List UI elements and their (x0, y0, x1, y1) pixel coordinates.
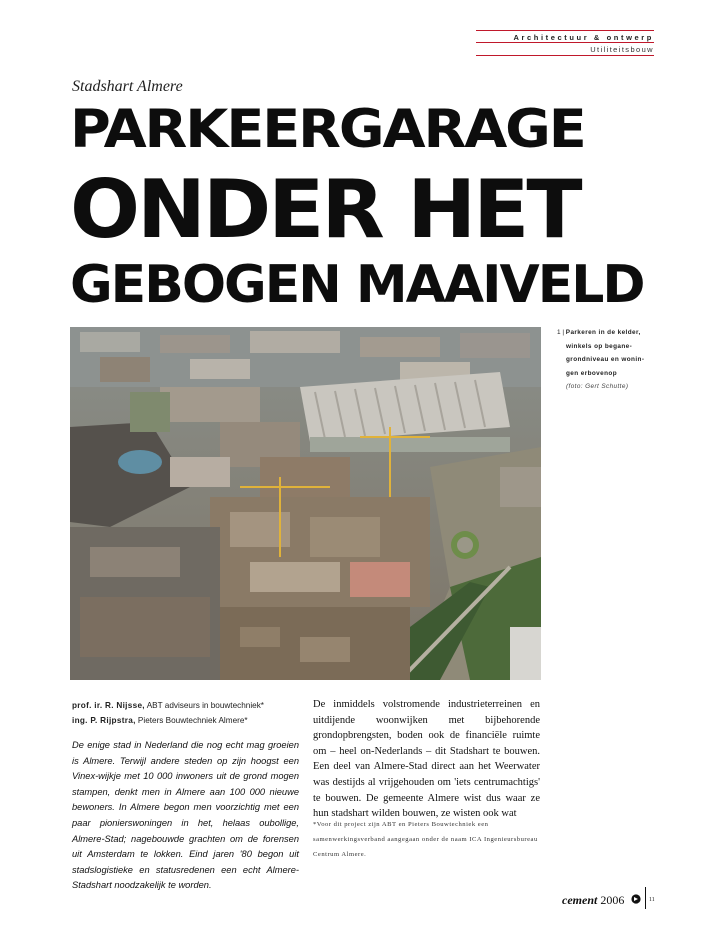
title-line-3: GEBOGEN MAAIVELD (70, 255, 644, 315)
page-number-rule (645, 887, 646, 909)
header-rule-bottom (476, 55, 654, 56)
footnote: *Voor dit project zijn ABT en Pieters Bouwtechniek een samenwerkingsverband aangegaan onder de naam ICA Ingenieursbureau Centrum Almere. (313, 821, 538, 858)
caption-separator: | (562, 329, 565, 336)
brand-year: 2006 (600, 893, 625, 907)
caption-line-3: grondniveau en wonin- (566, 356, 645, 364)
author-block (72, 698, 302, 728)
caption-number: 1 (557, 329, 561, 336)
author-1 (72, 698, 302, 713)
caption-line-4: gen erbovenop (566, 369, 618, 377)
page-number: 11 (649, 897, 655, 903)
caption-line-1: Parkeren in de kelder, (565, 329, 641, 336)
cement-logo-icon (631, 894, 641, 904)
author-2-affiliation: Pieters Bouwtechniek Almere* (135, 716, 248, 725)
kicker: Stadshart Almere (72, 78, 183, 95)
magazine-brand (562, 893, 624, 908)
header-rule-top (476, 30, 654, 31)
author-1-name: prof. ir. R. Nijsse, (72, 701, 145, 710)
caption-line-2: winkels op begane- (566, 342, 633, 350)
section-label: Architectuur & ontwerp (513, 33, 654, 42)
photo-caption (557, 326, 667, 394)
body-paragraph: De inmiddels volstromende industrieterreinen en uitdijende woonwijken met bijbehorende grondopbrengsten, boden ook de financiële ruimte om – heel on-Nederlands – dit Stadshart te bouwen. Een deel van Almere-Stad direct aan het Weerwater was destijds al vrijgehouden om 'iets centrumachtigs' te bouwen. De gemeente Almere wist dus waar ze hun stadshart wilden bouwen, ze wisten ook wat (313, 699, 540, 820)
title-line-2: ONDER HET (70, 163, 580, 256)
title-line-1: PARKEERGARAGE (70, 99, 585, 160)
aerial-city-photo (70, 327, 541, 680)
subsection-label: Utiliteitsbouw (590, 45, 654, 54)
header-rule-middle (476, 42, 654, 43)
photo-credit: (foto: Gert Schutte) (566, 383, 629, 391)
brand-name: cement (562, 893, 598, 907)
intro-paragraph: De enige stad in Nederland die nog echt mag groeien is Almere. Terwijl andere steden op zijn hoogst een Vinex-wijkje met 10 000 inwoners uit de grond mogen stampen, denkt men in Almere aan 100 000 nieuwe bewoners. In Almere begon men voorzichtig met een paar pionierswoningen in het, helaas oubollige, Almere-Stad; nagebouwde grachten om de forensen uit Amsterdam te lokken. Eind jaren '80 begon uit stadslogistieke en statusredenen een echt Almere-Stadshart noodzakelijk te worden. (72, 740, 299, 891)
author-2 (72, 713, 302, 728)
author-1-affiliation: ABT adviseurs in bouwtechniek* (144, 701, 264, 710)
author-2-name: ing. P. Rijpstra, (72, 716, 136, 725)
